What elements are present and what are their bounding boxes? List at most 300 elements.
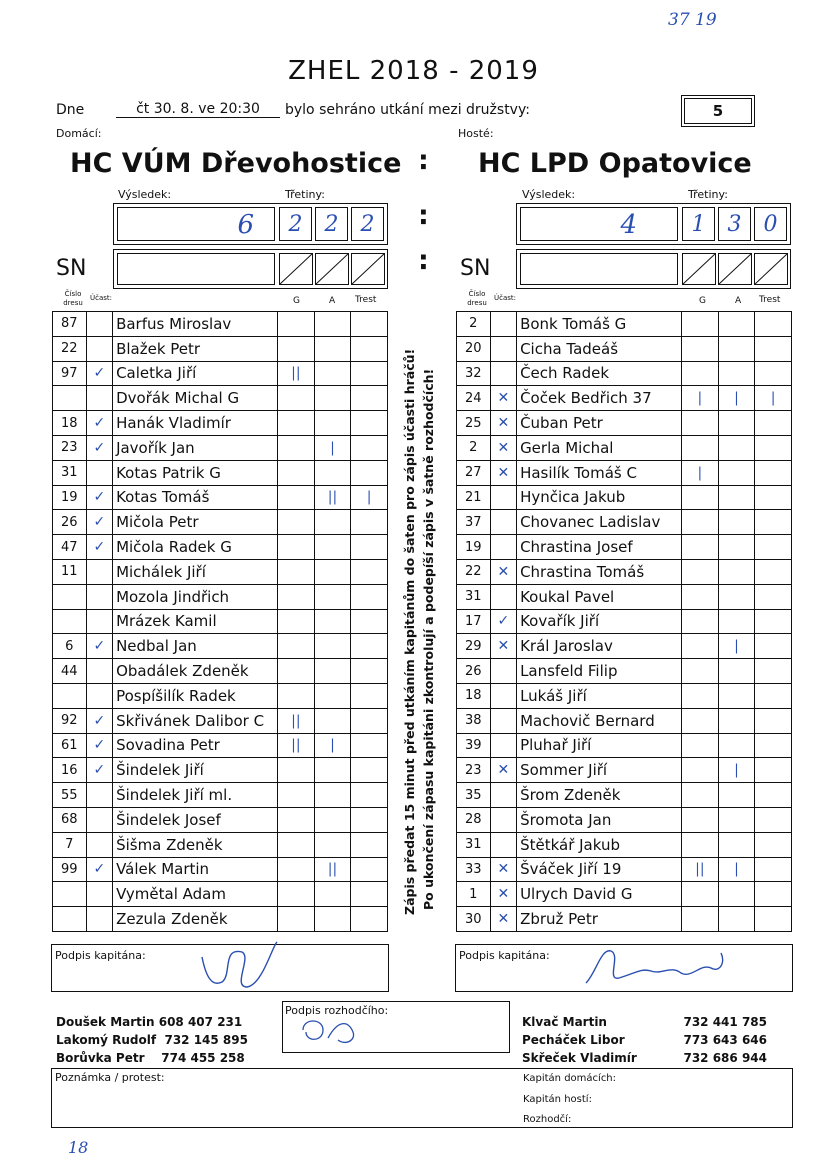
attendance-mark: [86, 807, 112, 832]
table-row: [457, 411, 792, 436]
attendance-mark: ✓: [86, 535, 112, 560]
penalties: [755, 659, 792, 684]
kapitan-domacich-label: Kapitán domácích:: [523, 1073, 617, 1084]
goals: [682, 485, 719, 510]
jersey-number: 1: [457, 882, 491, 907]
home-g-header: G: [293, 296, 300, 306]
penalties: [351, 882, 388, 907]
penalties: [351, 361, 388, 386]
away-contact-1: Klvač Martin 732 441 785: [522, 1015, 767, 1029]
away-trest-header: Trest: [759, 295, 781, 305]
goals: [682, 733, 719, 758]
jersey-number: 31: [53, 460, 87, 485]
attendance-mark: ✕: [490, 411, 516, 436]
home-score-box: [113, 203, 388, 245]
assists: [314, 460, 351, 485]
assists: [718, 411, 755, 436]
jersey-number: 97: [53, 361, 87, 386]
penalties: [755, 510, 792, 535]
jersey-number: 24: [457, 386, 491, 411]
penalties: [351, 435, 388, 460]
player-name: Pospíšilík Radek: [113, 683, 278, 708]
goals: [278, 584, 315, 609]
jersey-number: 87: [53, 312, 87, 337]
jersey-number: 11: [53, 559, 87, 584]
jersey-number: 26: [53, 510, 87, 535]
table-row: [457, 832, 792, 857]
assists: [314, 807, 351, 832]
table-row: [53, 758, 388, 783]
attendance-mark: [86, 659, 112, 684]
penalties: [351, 634, 388, 659]
attendance-mark: [86, 609, 112, 634]
attendance-mark: [490, 485, 516, 510]
penalties: [755, 460, 792, 485]
player-name: Válek Martin: [113, 857, 278, 882]
referee-signature-label: Podpis rozhodčího:: [285, 1004, 389, 1017]
corner-note: 37 19: [668, 10, 717, 30]
goals: [682, 559, 719, 584]
penalties: [755, 634, 792, 659]
jersey-number: 2: [457, 435, 491, 460]
home-period-3: 2: [360, 212, 375, 237]
attendance-mark: [490, 832, 516, 857]
home-label: Domácí:: [56, 127, 102, 140]
table-row: [457, 435, 792, 460]
attendance-mark: [86, 907, 112, 932]
match-sentence: bylo sehráno utkání mezi družstvy:: [285, 102, 530, 118]
assists: [314, 559, 351, 584]
goals: [278, 386, 315, 411]
player-name: Blažek Petr: [113, 336, 278, 361]
player-name: Mičola Petr: [113, 510, 278, 535]
attendance-mark: [490, 659, 516, 684]
penalties: [351, 683, 388, 708]
away-period-1: 1: [691, 212, 706, 237]
attendance-mark: ✕: [490, 758, 516, 783]
penalties: [351, 832, 388, 857]
jersey-number: 99: [53, 857, 87, 882]
attendance-mark: ✓: [86, 708, 112, 733]
attendance-mark: ✕: [490, 460, 516, 485]
jersey-number: 30: [457, 907, 491, 932]
jersey-number: [53, 386, 87, 411]
assists: [314, 386, 351, 411]
player-name: Hynčica Jakub: [517, 485, 682, 510]
attendance-mark: ✓: [86, 758, 112, 783]
jersey-number: 19: [457, 535, 491, 560]
penalties: |: [755, 386, 792, 411]
home-sn-box: [113, 249, 388, 289]
home-contact-1: Doušek Martin 608 407 231: [56, 1015, 243, 1029]
player-name: Cicha Tadeáš: [517, 336, 682, 361]
away-ucast-header: Účast:: [494, 294, 517, 302]
away-contact-2: Pecháček Libor 773 643 646: [522, 1033, 767, 1047]
away-label: Hosté:: [458, 127, 494, 140]
player-name: Skřivánek Dalibor C: [113, 708, 278, 733]
goals: [278, 857, 315, 882]
table-row: [53, 411, 388, 436]
jersey-number: 25: [457, 411, 491, 436]
assists: [718, 559, 755, 584]
assists: [718, 510, 755, 535]
jersey-number: [53, 683, 87, 708]
player-name: Bonk Tomáš G: [517, 312, 682, 337]
away-team-name: HC LPD Opatovice: [478, 148, 752, 179]
away-captain-signature: [581, 943, 731, 991]
player-name: Pluhař Jiří: [517, 733, 682, 758]
penalties: [351, 758, 388, 783]
penalties: [755, 336, 792, 361]
penalties: [755, 907, 792, 932]
home-period-2: 2: [324, 212, 339, 237]
jersey-number: 28: [457, 807, 491, 832]
goals: ||: [278, 361, 315, 386]
table-row: [53, 336, 388, 361]
penalties: [351, 907, 388, 932]
penalties: [755, 758, 792, 783]
attendance-mark: [86, 336, 112, 361]
assists: [314, 882, 351, 907]
jersey-number: 55: [53, 783, 87, 808]
goals: [682, 907, 719, 932]
goals: [278, 559, 315, 584]
goals: [278, 535, 315, 560]
player-name: Sovadina Petr: [113, 733, 278, 758]
assists: [314, 708, 351, 733]
attendance-mark: [490, 708, 516, 733]
player-name: Chrastina Tomáš: [517, 559, 682, 584]
away-score-box: [516, 203, 791, 245]
player-name: Obadálek Zdeněk: [113, 659, 278, 684]
assists: [718, 807, 755, 832]
assists: |: [718, 634, 755, 659]
table-row: [457, 312, 792, 337]
home-period-1: 2: [288, 212, 303, 237]
home-captain-signature: [192, 937, 282, 997]
penalties: [351, 510, 388, 535]
goals: [278, 807, 315, 832]
away-contacts: [522, 1013, 767, 1067]
goals: [278, 659, 315, 684]
table-row: [457, 535, 792, 560]
table-row: [457, 683, 792, 708]
away-tretiny-label: Třetiny:: [688, 188, 728, 201]
attendance-mark: ✓: [86, 411, 112, 436]
penalties: [755, 435, 792, 460]
penalties: [755, 485, 792, 510]
jersey-number: 32: [457, 361, 491, 386]
goals: [682, 708, 719, 733]
away-sn-box: [516, 249, 791, 289]
goals: [682, 312, 719, 337]
away-sn-label: SN: [460, 256, 491, 281]
penalties: [351, 584, 388, 609]
table-row: [457, 361, 792, 386]
jersey-number: 92: [53, 708, 87, 733]
poznamka-box: [51, 1068, 793, 1128]
penalties: [351, 559, 388, 584]
assists: [314, 411, 351, 436]
penalties: [755, 882, 792, 907]
away-cislo-header: Číslo dresu: [467, 290, 487, 307]
penalties: [755, 559, 792, 584]
attendance-mark: ✓: [86, 485, 112, 510]
assists: [718, 832, 755, 857]
player-name: Sommer Jiří: [517, 758, 682, 783]
attendance-mark: ✕: [490, 435, 516, 460]
jersey-number: 16: [53, 758, 87, 783]
player-name: Hanák Vladimír: [113, 411, 278, 436]
assists: |: [314, 435, 351, 460]
player-name: Caletka Jiří: [113, 361, 278, 386]
table-row: [457, 609, 792, 634]
player-name: Vymětal Adam: [113, 882, 278, 907]
assists: [718, 609, 755, 634]
attendance-mark: [490, 510, 516, 535]
jersey-number: 26: [457, 659, 491, 684]
goals: [682, 832, 719, 857]
table-row: [53, 559, 388, 584]
penalties: [351, 857, 388, 882]
assists: [718, 535, 755, 560]
assists: [314, 683, 351, 708]
player-name: Hasilík Tomáš C: [517, 460, 682, 485]
home-contact-3: Borůvka Petr 774 455 258: [56, 1051, 245, 1065]
attendance-mark: ✓: [490, 609, 516, 634]
away-contact-3: Skřeček Vladimír 732 686 944: [522, 1051, 767, 1065]
away-a-header: A: [735, 296, 742, 306]
penalties: [755, 708, 792, 733]
assists: |: [314, 733, 351, 758]
goals: [278, 758, 315, 783]
assists: [718, 683, 755, 708]
attendance-mark: [86, 584, 112, 609]
jersey-number: 23: [457, 758, 491, 783]
attendance-mark: [86, 559, 112, 584]
jersey-number: 47: [53, 535, 87, 560]
goals: [278, 683, 315, 708]
table-row: [53, 510, 388, 535]
jersey-number: 20: [457, 336, 491, 361]
goals: [682, 336, 719, 361]
jersey-number: 17: [457, 609, 491, 634]
table-row: [53, 907, 388, 932]
home-trest-header: Trest: [355, 295, 377, 305]
assists: [314, 312, 351, 337]
table-row: [53, 386, 388, 411]
player-name: Šišma Zdeněk: [113, 832, 278, 857]
home-contacts: [56, 1013, 248, 1067]
goals: [682, 510, 719, 535]
assists: [718, 584, 755, 609]
goals: [682, 807, 719, 832]
assists: [718, 460, 755, 485]
match-number: 5: [684, 98, 752, 124]
assists: [314, 758, 351, 783]
jersey-number: 31: [457, 832, 491, 857]
attendance-mark: ✓: [86, 733, 112, 758]
attendance-mark: ✓: [86, 510, 112, 535]
player-name: Michálek Jiří: [113, 559, 278, 584]
assists: |: [718, 857, 755, 882]
assists: [314, 907, 351, 932]
table-row: [53, 659, 388, 684]
home-contact-2: Lakomý Rudolf 732 145 895: [56, 1033, 248, 1047]
table-row: [53, 832, 388, 857]
home-period-2-cell: [315, 207, 348, 241]
assists: [718, 485, 755, 510]
table-row: [53, 584, 388, 609]
attendance-mark: [490, 535, 516, 560]
penalties: [755, 683, 792, 708]
player-name: Koukal Pavel: [517, 584, 682, 609]
jersey-number: 18: [53, 411, 87, 436]
attendance-mark: ✓: [86, 361, 112, 386]
goals: [278, 882, 315, 907]
home-tretiny-label: Třetiny:: [285, 188, 325, 201]
attendance-mark: [490, 312, 516, 337]
away-total: 4: [620, 210, 637, 240]
player-name: Dvořák Michal G: [113, 386, 278, 411]
assists: [314, 609, 351, 634]
player-name: Mrázek Kamil: [113, 609, 278, 634]
home-ucast-header: Účast:: [90, 294, 113, 302]
home-sn-period-cells: [279, 253, 385, 285]
away-sn-period-cells: [682, 253, 788, 285]
away-period-2-cell: [718, 207, 751, 241]
penalties: [755, 857, 792, 882]
attendance-mark: [490, 733, 516, 758]
player-name: Mozola Jindřich: [113, 584, 278, 609]
home-captain-signature-label: Podpis kapitána:: [55, 949, 146, 962]
home-vysledek-label: Výsledek:: [118, 188, 172, 201]
penalties: [755, 733, 792, 758]
jersey-number: 35: [457, 783, 491, 808]
match-number-box: [681, 95, 755, 127]
player-name: Ulrych David G: [517, 882, 682, 907]
table-row: [53, 683, 388, 708]
assists: [718, 361, 755, 386]
attendance-mark: ✕: [490, 907, 516, 932]
jersey-number: 21: [457, 485, 491, 510]
home-period-3-cell: [351, 207, 384, 241]
away-g-header: G: [699, 296, 706, 306]
goals: ||: [278, 708, 315, 733]
penalties: [351, 535, 388, 560]
match-date: čt 30. 8. ve 20:30: [116, 101, 280, 118]
attendance-mark: ✓: [86, 435, 112, 460]
assists: [314, 361, 351, 386]
jersey-number: 61: [53, 733, 87, 758]
table-row: [53, 708, 388, 733]
penalties: [351, 783, 388, 808]
home-period-1-cell: [279, 207, 312, 241]
poznamka-label: Poznámka / protest:: [55, 1071, 165, 1084]
jersey-number: 29: [457, 634, 491, 659]
goals: [682, 435, 719, 460]
attendance-mark: [86, 683, 112, 708]
penalties: [351, 733, 388, 758]
table-row: [457, 510, 792, 535]
goals: [278, 510, 315, 535]
goals: [278, 435, 315, 460]
attendance-mark: [86, 386, 112, 411]
penalties: [755, 832, 792, 857]
away-period-2: 3: [727, 212, 742, 237]
jersey-number: 38: [457, 708, 491, 733]
table-row: [53, 312, 388, 337]
goals: ||: [682, 857, 719, 882]
player-name: Zbruž Petr: [517, 907, 682, 932]
jersey-number: 44: [53, 659, 87, 684]
table-row: [457, 733, 792, 758]
player-name: Kovařík Jiří: [517, 609, 682, 634]
assists: ||: [314, 485, 351, 510]
player-name: Machovič Bernard: [517, 708, 682, 733]
assists: [718, 783, 755, 808]
team-separator: :: [418, 145, 429, 176]
goals: [682, 361, 719, 386]
table-row: [53, 733, 388, 758]
away-captain-signature-box: [455, 944, 793, 992]
table-row: [457, 758, 792, 783]
goals: [682, 659, 719, 684]
assists: [718, 659, 755, 684]
assists: ||: [314, 857, 351, 882]
penalties: [351, 659, 388, 684]
player-name: Šrom Zdeněk: [517, 783, 682, 808]
assists: [314, 659, 351, 684]
attendance-mark: [490, 336, 516, 361]
home-sn-total-cell: [117, 253, 275, 285]
jersey-number: 33: [457, 857, 491, 882]
assists: [718, 907, 755, 932]
assists: [314, 336, 351, 361]
penalties: [351, 708, 388, 733]
assists: [718, 733, 755, 758]
jersey-number: 19: [53, 485, 87, 510]
player-name: Javořík Jan: [113, 435, 278, 460]
goals: |: [682, 460, 719, 485]
penalties: [351, 807, 388, 832]
jersey-number: 22: [53, 336, 87, 361]
player-name: Král Jaroslav: [517, 634, 682, 659]
table-row: [457, 336, 792, 361]
attendance-mark: ✕: [490, 882, 516, 907]
table-row: [53, 485, 388, 510]
goals: [682, 783, 719, 808]
goals: [278, 609, 315, 634]
away-roster-table: [456, 311, 792, 932]
attendance-mark: ✕: [490, 857, 516, 882]
attendance-mark: [86, 882, 112, 907]
penalties: [755, 783, 792, 808]
player-name: Lukáš Jiří: [517, 683, 682, 708]
player-name: Čuban Petr: [517, 411, 682, 436]
attendance-mark: ✓: [86, 857, 112, 882]
table-row: [457, 584, 792, 609]
attendance-mark: [490, 807, 516, 832]
assists: [314, 584, 351, 609]
jersey-number: 7: [53, 832, 87, 857]
goals: [278, 783, 315, 808]
table-row: [457, 783, 792, 808]
player-name: Chovanec Ladislav: [517, 510, 682, 535]
penalties: [755, 609, 792, 634]
jersey-number: 37: [457, 510, 491, 535]
table-row: [53, 882, 388, 907]
